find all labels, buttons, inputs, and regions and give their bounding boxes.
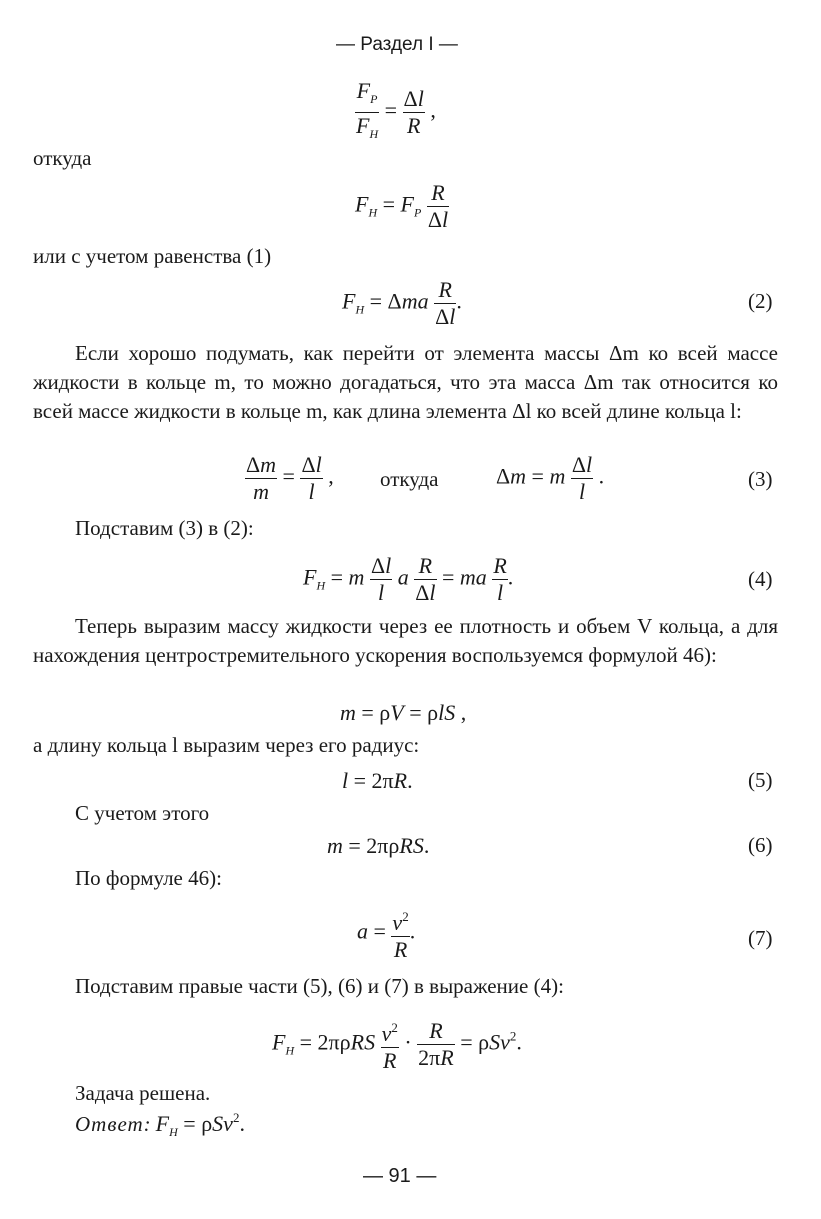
equation-5: l = 2πR. — [342, 768, 413, 793]
equation-number: (2) — [748, 289, 773, 313]
paragraph-mass-element: Если хорошо подумать, как перейти от элемента массы Δm ко всей массе жидкости в кольце m, то можно догадаться, что эта масса Δm так относится ко всей массе жидкости в кольце m, как длина элемента Δl ко всей длине кольца l: — [33, 341, 778, 423]
equation-number: (4) — [748, 567, 773, 591]
equation-final: $F_H = 2\pi\rho RS$ $\frac{v^2}{R}$ · $\frac{R}{2\pi R}$ = ρSv$^2$. — [272, 1015, 522, 1074]
page-number: — 91 — — [363, 1165, 437, 1187]
equation-number: (5) — [748, 768, 773, 792]
equation-6: m = 2πρRS. — [327, 833, 430, 858]
equation-ratio-forces: $\frac{F_P}{F_H}$ = $\frac{\Delta l}{R}$ , — [356, 78, 436, 141]
equation-3-result: Δm = m $\frac{\Delta l}{l}$ . — [496, 452, 605, 504]
equation-2: $F_H = \Delta ma$ $\frac{R}{\Delta l}$ . — [342, 277, 462, 329]
equation-4: $F_H = m$ $\frac{\Delta l}{l}$ a $\frac{R}{\Delta l}$ = ma $\frac{R}{l}$ . — [303, 553, 514, 605]
running-header: — Раздел I — — [336, 34, 458, 55]
answer-label: Ответ: — [75, 1112, 152, 1136]
text-ring-length: а длину кольца l выразим через его радиус: — [33, 733, 420, 757]
answer-line — [75, 1110, 245, 1140]
text-with-this: С учетом этого — [75, 801, 210, 825]
equation-mass-density: m = ρV = ρlS , — [340, 700, 467, 725]
answer-formula: $F_H = \rho Sv^2$. — [155, 1110, 245, 1139]
paragraph-density-volume: Теперь выразим массу жидкости через ее плотность и объем V кольца, а для нахождения центростремительного ускорения воспользуемся формулой 46): — [33, 614, 778, 667]
equation-3-ratio: $\frac{\Delta m}{m}$ = $\frac{\Delta l}{l}$ , — [246, 452, 334, 504]
text-otkuda: откуда — [380, 467, 439, 491]
equation-fh-expression: $F_H = F_P$ $\frac{R}{\Delta l}$ — [355, 180, 449, 232]
equation-7: a = $\frac{v^2}{R}$ . — [357, 904, 415, 963]
text-substitute-3-into-2: Подставим (3) в (2): — [75, 516, 254, 540]
equation-number: (7) — [748, 926, 773, 950]
equation-number: (3) — [748, 467, 773, 491]
text-with-equality-1: или с учетом равенства (1) — [33, 244, 272, 268]
text-substitute-rhs: Подставим правые части (5), (6) и (7) в выражение (4): — [75, 974, 564, 998]
text-by-formula-46b: По формуле 46): — [75, 866, 222, 890]
equation-number: (6) — [748, 833, 773, 857]
text-problem-solved: Задача решена. — [75, 1081, 211, 1105]
text-otkuda: откуда — [33, 146, 92, 170]
